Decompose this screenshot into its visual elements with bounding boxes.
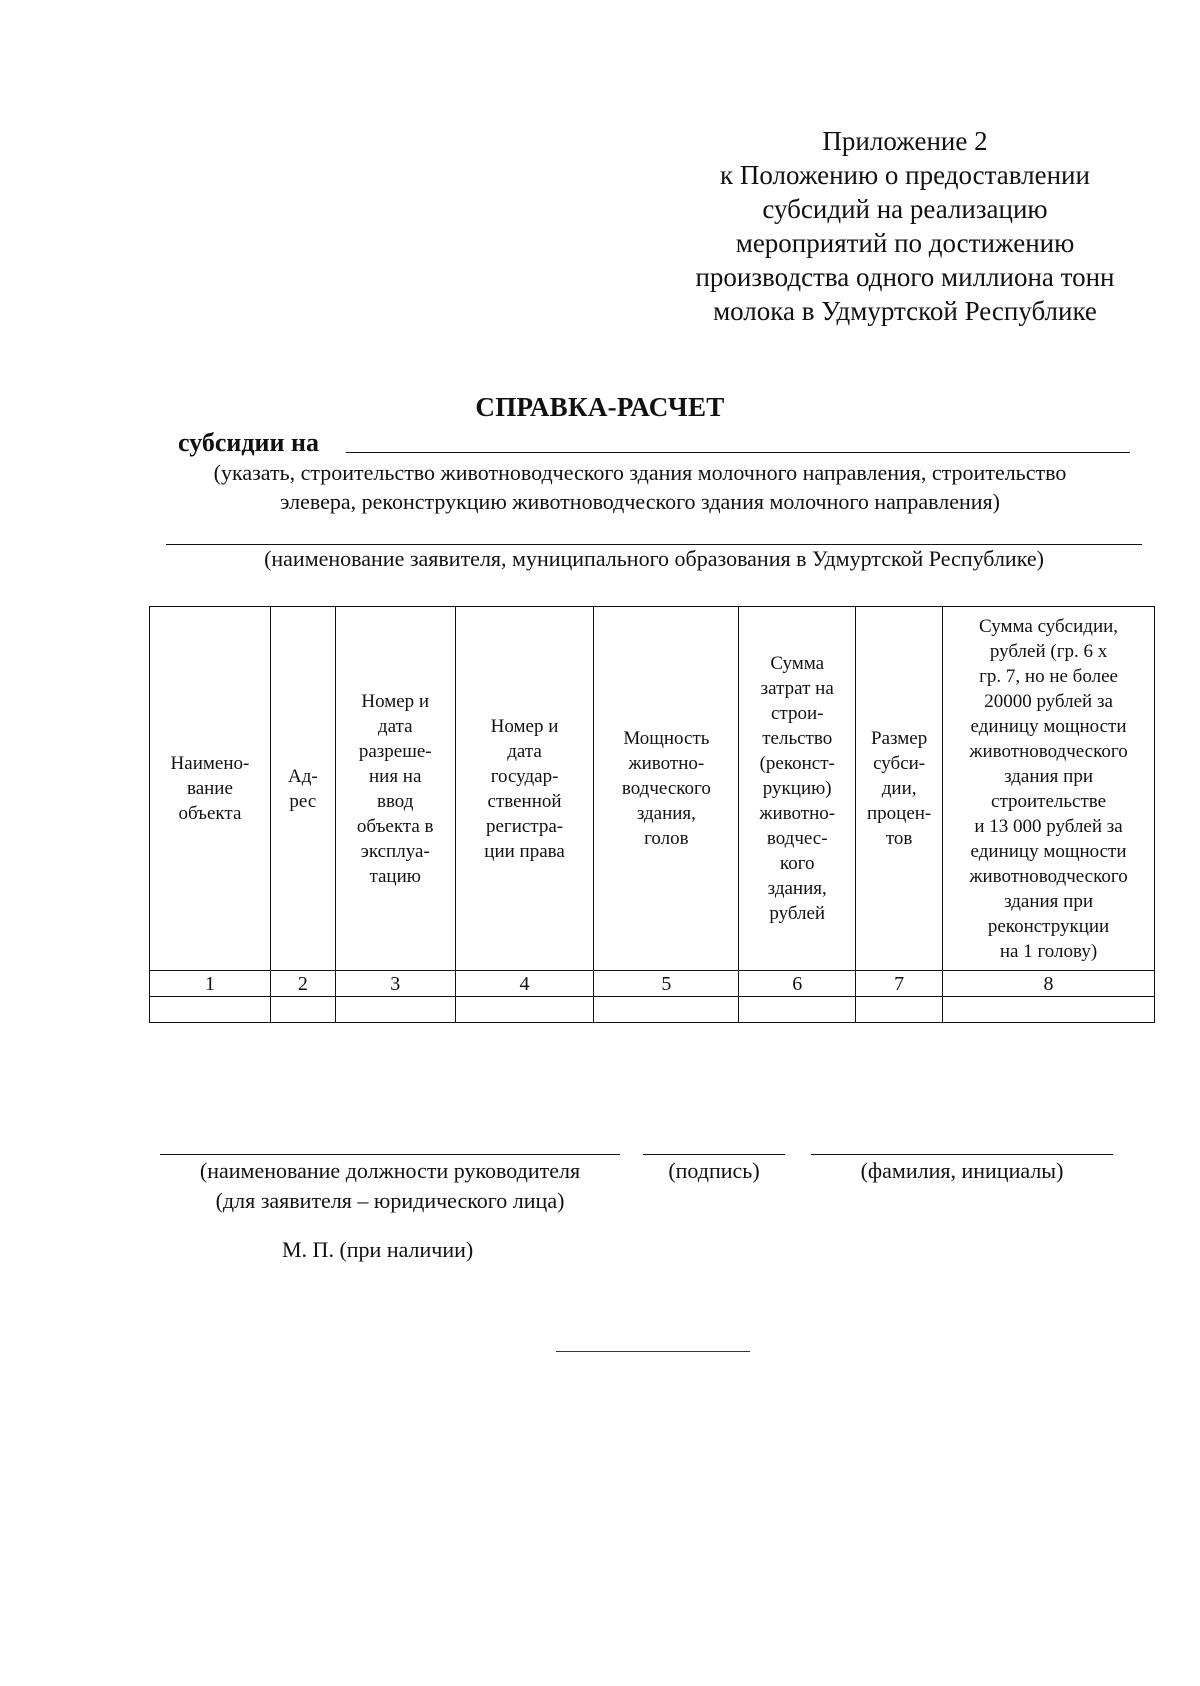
subsidy-hint	[150, 458, 1130, 516]
stamp-note: М. П. (при наличии)	[282, 1237, 474, 1262]
position-label	[160, 1156, 620, 1216]
appendix-line: к Положению о предоставлении	[720, 160, 1090, 190]
table-cell[interactable]	[594, 997, 739, 1023]
appendix-header	[660, 124, 1150, 328]
appendix-line: Приложение 2	[822, 126, 988, 156]
applicant-hint: (наименование заявителя, муниципального образования в Удмуртской Республике)	[264, 546, 1044, 571]
column-header-address: Ад- рес	[270, 607, 335, 971]
position-label-line: (наименование должности руководителя	[199, 1158, 581, 1183]
column-number: 3	[335, 971, 455, 997]
appendix-line: производства одного миллиона тонн	[695, 262, 1115, 292]
table-cell[interactable]	[150, 997, 271, 1023]
column-number-row	[150, 971, 1155, 997]
signature-field[interactable]	[643, 1154, 785, 1155]
signature-label: (подпись)	[668, 1158, 760, 1183]
position-field[interactable]	[160, 1154, 620, 1155]
end-divider	[556, 1351, 750, 1352]
position-label-line: (для заявителя – юридического лица)	[215, 1188, 565, 1213]
column-header-permit: Номер и дата разреше- ния на ввод объекта в эксплуа- тацию	[335, 607, 455, 971]
table-header-row	[150, 607, 1155, 971]
subsidy-hint-line: (указать, строительство животноводческого здания молочного направления, строительство	[213, 460, 1067, 485]
column-header-costs: Сумма затрат на строи- тельство (реконст- рукцию) животно- водчес- кого здания, рублей	[739, 607, 856, 971]
column-number: 1	[150, 971, 271, 997]
full-name-field[interactable]	[811, 1154, 1113, 1155]
column-header-subsidy-amount: Сумма субсидии, рублей (гр. 6 х гр. 7, но не более 20000 рублей за единицу мощности животноводческого здания при строительстве и 13 000 рублей за единицу мощности животноводческого здания при реконструкции на 1 голову)	[943, 607, 1155, 971]
column-number: 2	[270, 971, 335, 997]
calculation-table	[149, 606, 1155, 1023]
appendix-line: субсидий на реализацию	[762, 194, 1048, 224]
subsidy-purpose-field[interactable]	[346, 452, 1130, 453]
column-number: 5	[594, 971, 739, 997]
column-header-capacity: Мощность животно- водческого здания, голов	[594, 607, 739, 971]
table-cell[interactable]	[270, 997, 335, 1023]
column-header-object-name: Наимено- вание объекта	[150, 607, 271, 971]
column-header-registration: Номер и дата государ- ственной регистра- ции права	[455, 607, 594, 971]
appendix-line: мероприятий по достижению	[735, 228, 1075, 258]
applicant-name-field[interactable]	[166, 544, 1142, 545]
full-name-label: (фамилия, инициалы)	[860, 1158, 1064, 1183]
column-number: 8	[943, 971, 1155, 997]
column-number: 4	[455, 971, 594, 997]
table-cell[interactable]	[335, 997, 455, 1023]
table-cell[interactable]	[739, 997, 856, 1023]
document-title: СПРАВКА-РАСЧЕТ	[475, 392, 725, 422]
subsidy-label: субсидии на	[178, 428, 319, 457]
column-number: 7	[856, 971, 943, 997]
appendix-line: молока в Удмуртской Республике	[713, 296, 1097, 326]
table-cell[interactable]	[455, 997, 594, 1023]
table-row	[150, 997, 1155, 1023]
column-header-subsidy-rate: Размер субси- дии, процен- тов	[856, 607, 943, 971]
table-cell[interactable]	[943, 997, 1155, 1023]
subsidy-hint-line: элевера, реконструкцию животноводческого здания молочного направления)	[280, 489, 1000, 514]
table-cell[interactable]	[856, 997, 943, 1023]
column-number: 6	[739, 971, 856, 997]
